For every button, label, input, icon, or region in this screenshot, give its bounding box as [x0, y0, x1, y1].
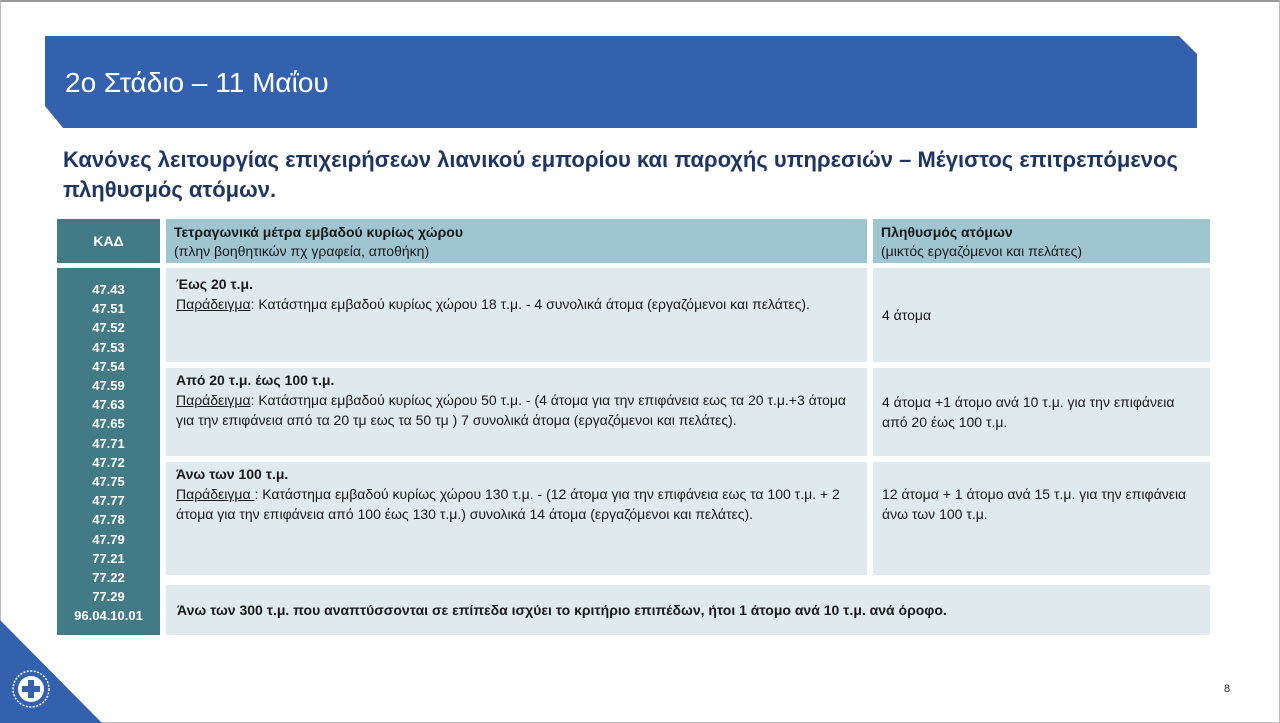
population-header: Πληθυσμός ατόμων: [881, 224, 1013, 240]
example-body: : Κατάστημα εμβαδού κυρίως χώρου 130 τ.μ. - (12 άτομα για την επιφάνεια εως τα 100 τ.μ. + 2 άτομα για την επιφάνεια από 100 έως 130 τ.μ.) συνολικά 14 άτομα (εργαζόμενοι και πελάτες).: [176, 486, 840, 522]
kad-code: 47.52: [92, 320, 125, 336]
slide-title: 2ο Στάδιο – 11 Μαΐου: [65, 67, 329, 98]
greek-emblem-icon: [11, 669, 51, 709]
kad-code: 47.78: [92, 512, 125, 528]
example-body: : Κατάστημα εμβαδού κυρίως χώρου 18 τ.μ. - 4 συνολικά άτομα (εργαζόμενοι και πελάτες).: [250, 296, 810, 312]
example-label: Παράδειγμα: [176, 296, 251, 312]
kad-code: 47.71: [92, 435, 125, 451]
kad-code: 77.21: [92, 550, 125, 566]
population-subheader: (μικτός εργαζόμενοι και πελάτες): [881, 243, 1083, 259]
kad-code: 77.22: [92, 570, 125, 586]
kad-code: 47.72: [92, 454, 125, 470]
slide-subtitle: Κανόνες λειτουργίας επιχειρήσεων λιανικού εμπορίου και παροχής υπηρεσιών – Μέγιστος επιτρεπόμενος πληθυσμός ατόμων.: [63, 147, 1178, 202]
kad-code: 47.53: [92, 339, 125, 355]
kad-code: 47.51: [92, 301, 125, 317]
population-value: 4 άτομα: [882, 307, 932, 323]
population-value: 12 άτομα + 1 άτομο ανά 15 τ.μ. για την επιφάνεια άνω των 100 τ.μ.: [882, 486, 1187, 522]
kad-code: 47.59: [92, 378, 125, 394]
example-label: Παράδειγμα: [176, 486, 255, 502]
kad-code: 47.54: [92, 358, 125, 374]
example-text: [176, 294, 857, 314]
page-number: 8: [1224, 683, 1231, 695]
kad-code: 96.04.10.01: [74, 608, 143, 624]
population-cell-row-2: [873, 368, 1210, 456]
kad-code-list: [57, 268, 160, 635]
kad-code: 47.75: [92, 474, 125, 490]
kad-code: 47.77: [92, 493, 125, 509]
kad-code: 47.79: [92, 531, 125, 547]
area-cell-row-3: [166, 462, 867, 575]
footer-rule-row: [166, 585, 1210, 635]
example-label: Παράδειγμα: [176, 392, 251, 408]
population-cell-row-1: [873, 268, 1210, 362]
area-range: Έως 20 τ.μ.: [176, 276, 253, 292]
population-header-cell: [873, 219, 1210, 263]
kad-code: 47.65: [92, 416, 125, 432]
example-text: [176, 390, 857, 430]
footer-rule-text: Άνω των 300 τ.μ. που αναπτύσσονται σε επίπεδα ισχύει το κριτήριο επιπέδων, ήτοι 1 άτομο ανά 10 τ.μ. ανά όροφο.: [177, 602, 947, 618]
area-range: Άνω των 100 τ.μ.: [176, 466, 289, 482]
area-header-cell: [166, 219, 867, 263]
area-cell-row-2: [166, 368, 867, 456]
population-cell-row-3: [873, 462, 1210, 575]
area-header: Τετραγωνικά μέτρα εμβαδού κυρίως χώρου: [174, 224, 463, 240]
area-range: Από 20 τ.μ. έως 100 τ.μ.: [176, 372, 335, 388]
kad-code: 47.63: [92, 397, 125, 413]
area-cell-row-1: [166, 268, 867, 362]
example-text: [176, 484, 857, 524]
kad-header: ΚΑΔ: [57, 219, 160, 263]
kad-code: 77.29: [92, 589, 125, 605]
population-value: 4 άτομα +1 άτομο ανά 10 τ.μ. για την επιφάνεια από 20 έως 100 τ.μ.: [882, 394, 1175, 430]
kad-code: 47.43: [92, 282, 125, 297]
area-subheader: (πλην βοηθητικών πχ γραφεία, αποθήκη): [174, 243, 430, 259]
example-body: : Κατάστημα εμβαδού κυρίως χώρου 50 τ.μ. - (4 άτομα για την επιφάνεια εως τα 20 τ.μ.+3 άτομα για την επιφάνεια από τα 20 τμ εως τα 50 τμ ) 7 συνολικά άτομα (εργαζόμενοι και πελάτες).: [176, 392, 847, 428]
